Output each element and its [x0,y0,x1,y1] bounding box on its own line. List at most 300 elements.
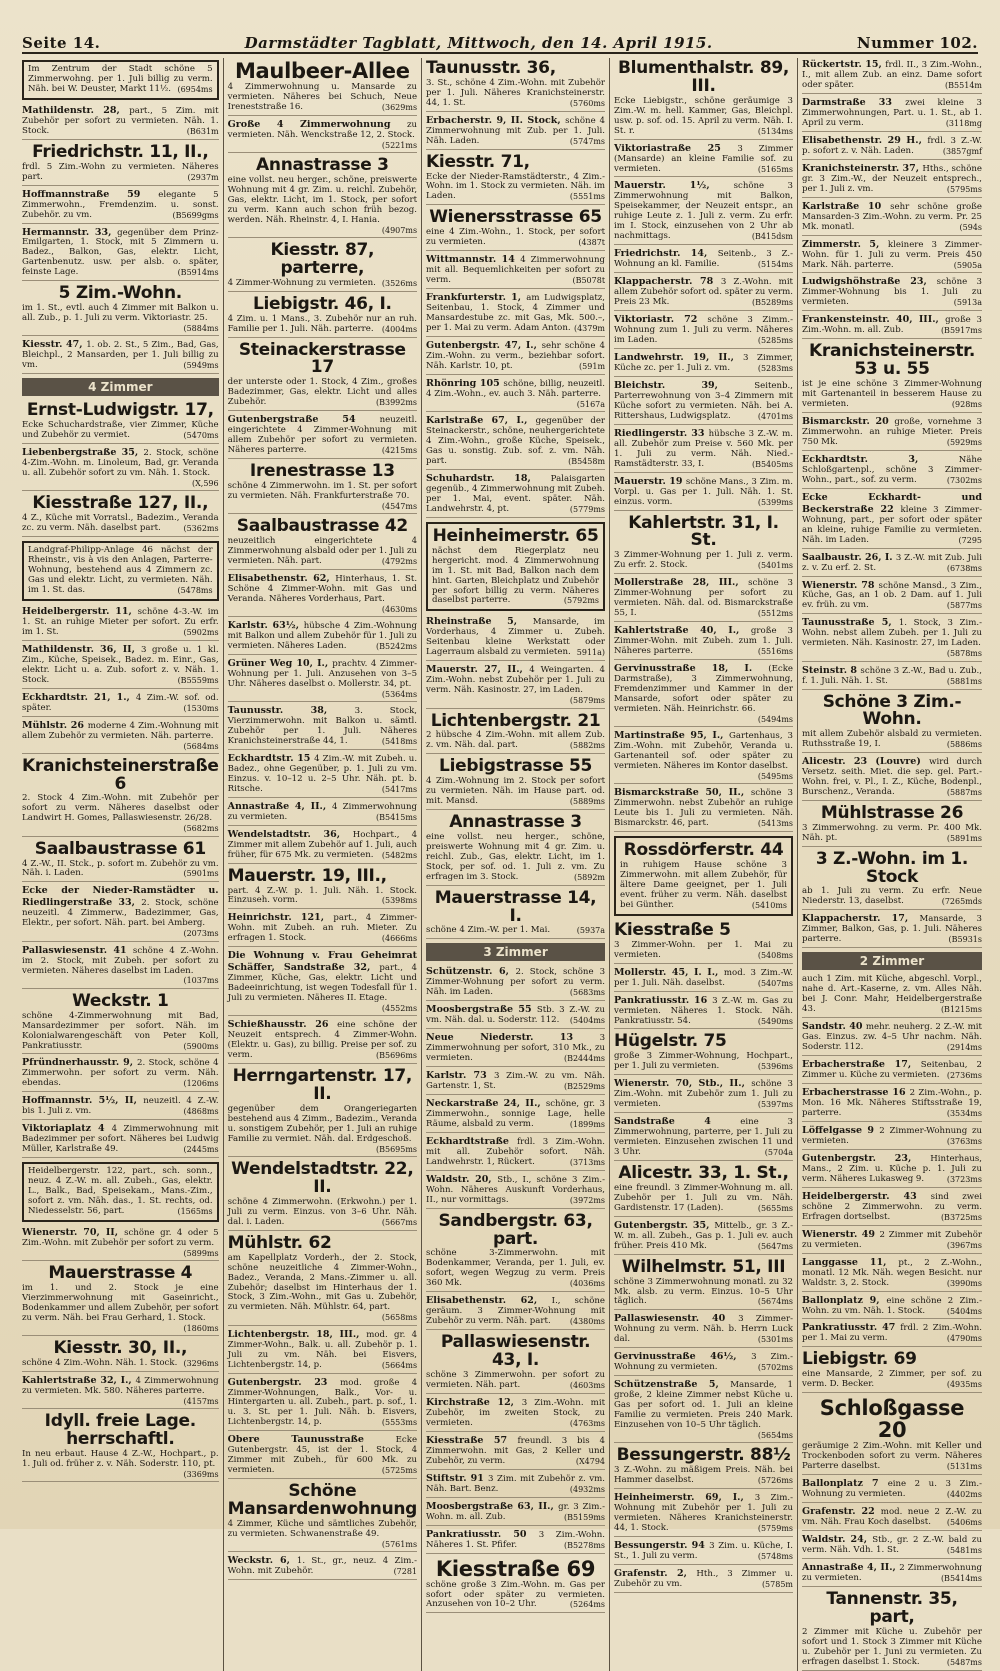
classified-ad [802,1321,982,1347]
classified-ad [614,920,793,964]
ad-text: im 1. und 2. Stock je eine Vierzimmerwohnung mit Gaseinricht., Bodenkammer und allem Zubehör, per sofort zu verm. Näh. bei Frau Gerhard, 1. Stock. [22,1283,219,1324]
ad-street: Bessungerstr. 94 [614,1540,710,1552]
ad-text: schöne 3-Zimmerwohn. mit Bodenkammer, Veranda, per 1. Juli, ev. sofort, wegen Wegzug zu verm. Preis 360 Mk. [426,1248,606,1289]
ad-code: (5482ms [381,850,418,860]
ad-text: zwei kleine 3 Zimmerwohnungen, Part. u. 1. St., ab 1. April zu verm. [802,97,982,128]
classified-ad [614,1491,793,1537]
classified-ad [426,339,605,375]
ad-text: 1. St., gr., neuz. 4 Zim.-Wohn. mit Zubehör. [227,1556,418,1577]
ad-street: Kahlertstraße 32, I., [22,1375,136,1387]
ad-street: Mathildenstr. 28, [22,104,130,116]
ad-text: kleinere 3 Zimmer-Wohn. für 1. Juli zu verm. Preis 450 Mark. Näh. parterre. [802,239,983,270]
ad-street: Waldstr. 20, [426,1173,498,1185]
classified-ad [228,1376,417,1432]
ad-street: Viktoriaplatz 4 [22,1123,112,1135]
classified-ad [426,114,605,150]
ad-code: (5779ms [569,504,606,514]
classified-ad [228,340,417,412]
ad-text: sind zwei schöne 2 Zimmerwohn. zu verm. Erfragen dortselbst. [802,1191,982,1222]
ad-street: Rheinstraße 5, [426,616,533,628]
ad-text: mit allem Zubehör alsbald zu vermieten. Ruthsstraße 19, I. [802,729,982,750]
ad-street: Gutenbergstr. 47, I., [426,339,542,351]
ad-text: Hinterhaus, Mans., 2 Zim. u. Küche p. 1. Juli zu verm. Näheres Lukasweg 9. [802,1153,982,1184]
ad-text: der unterste oder 1. Stock, 4 Zim., großes Badezimmer, Gas, elektr. Licht und alles Zubehör. [227,377,418,408]
ad-text: 3 Zimmer, Küche zc. per 1. Juli z. vm. [614,353,794,373]
ad-street: Gutenbergstraße 54 [227,414,380,426]
ad-street: Sandstr. 40 [802,1021,866,1033]
ad-code: (5905a [953,260,982,270]
classified-ad [614,351,793,377]
ad-headline: 3 Z.-Wohn. im 1. Stock [815,848,969,887]
ad-street: Sandstraße 4 [614,1116,741,1128]
classified-ad [614,513,793,575]
classified-ad [22,991,219,1055]
classified-ad [614,475,793,511]
ad-text: schöne 3 Zimmerwohnung mit Balkon, Speisekammer, der Neuzeit entspr., an ruhige Leute z. 1. Juli z. verm. Zu erfr. im I. Stock, einzusehen von 2 Uhr ab nachmittags. [614,181,794,242]
ad-street: Pallaswiesenstr. 40 [614,1313,739,1325]
classified-ad [426,1332,605,1394]
ad-headline: Annastrasse 3 [449,812,582,833]
classified-ad [228,866,417,910]
ad-headline: Taunusstr. 36, [426,58,556,78]
ad-code: (5551ms [569,192,606,202]
ad-code: (5154ms [757,260,794,270]
classified-ad [228,58,417,116]
ad-text: 3 Zimmer (Mansarde) an kleine Familie sof. zu vermieten. [614,143,794,174]
ad-text: neuzeitl. 4 Z.-W. bis 1. Juli z. vm. [22,1096,219,1117]
ad-headline: Ernst-Ludwigstr. 17, [26,400,214,421]
ad-street: Wienerstr. 70, II, [22,1227,125,1239]
ad-text: mod. neue 2 Z.-W. zu vm. Näh. Frau Koch daselbst. [802,1507,982,1528]
ad-text: schöne 3 Zimmerwohnung monatl. zu 32 Mk. alsb. zu verm. Einzus. 10–5 Uhr täglich. [614,1276,794,1307]
ad-street: Wendelstadtstr. 36, [227,828,353,840]
ad-code: (4004ms [381,324,418,334]
ad-code: (594s [959,222,982,232]
ad-code: (5667ms [381,1217,418,1227]
ad-code: (3534ms [946,1108,982,1118]
ad-street: Moosbergstraße 63, II., [426,1500,559,1512]
ad-text: 2 Zimmer mit Zubehör zu vermieten. [802,1229,983,1250]
ad-headline: Hügelstr. 75 [614,1031,727,1052]
ad-code: (5748ms [757,1552,794,1562]
classified-ad [426,1211,605,1293]
ad-headline: Mauerstrasse 14, I. [434,887,597,926]
ad-headline: Wendelstadtstr. 22, II. [231,1159,414,1197]
column-5 [798,58,986,1671]
ad-text: 4 Zimmerwohnung mit Badezimmer per sofort. Näheres bei Ludwig Müller, Karlstraße 49. [22,1124,219,1155]
ad-headline: Liebigstr. 46, I. [253,293,392,314]
ad-code: (5654ms [757,1431,794,1441]
ad-street: Saalbaustr. 26, I. [802,551,896,563]
ad-text: Ecke der Nieder-Ramstädterstr., 4 Zim.-Wohn. im 1. Stock zu vermieten. Näh. im Laden. [426,171,606,202]
classified-ad [802,616,982,661]
ad-street: Hermannstr. 33, [22,226,118,238]
classified-ad [22,400,219,444]
ad-code: (5747ms [569,136,606,146]
ad-text: 3 Z.-Wohn. mit allem Zubehör sofort od. später zu verm. Preis 23 Mk. [614,277,794,308]
ad-headline: Kiesstr. 30, II., [53,1338,188,1359]
ad-text: Nähe Schloßgartenpl., schöne 3 Zimmer-Wohn., part., sof. zu verm. [802,454,982,485]
ad-code: (591m [579,361,606,371]
ad-text: 3. St., schöne 4 Zim.-Wohn. mit Zubehör per 1. Juli. Näheres Kranichsteinerstr. 44, 1. St. [426,77,606,108]
classified-ad [22,446,219,491]
ad-code: (2914ms [946,1043,982,1053]
ad-text: 3 Zimmer-Wohnung per 1. Juli z. verm. Zu erfr. 2. Stock. [614,550,794,571]
ad-text: schöne Mansd., 3 Zim., Küche, Gas, an 1 ob. 2 Dam. auf 1. Juli ev. früh. zu vm. [802,580,982,611]
classified-ad [228,1159,417,1231]
ad-code: (5682ms [183,824,219,834]
ad-text: schöne 4-3.-W. im 1. St. an ruhige Mieter per sofort. Zu erfr. im 1. St. [22,606,219,637]
ad-code: 5911a) [576,648,606,658]
classified-ad [802,238,982,274]
ad-headline: Kahlertstr. 31, I. St. [628,512,779,551]
ad-text: mod. große 4 Zimmer-Wohnungen, Balk., Vor- u. Hintergarten u. all. Zubeh., part. p. sof., 1. u. 3. St. per 1. Juli. Näh. b. Eisvers, Lichtenbergstr. 14, p. [227,1377,418,1428]
ad-street: Hoffmannstraße 59 [22,188,159,200]
classified-ad [802,313,982,339]
classified-ad [614,994,793,1030]
ad-headline: Kiesstr. 87, parterre, [270,240,375,278]
ad-headline: Kiesstr. 71, [426,151,530,172]
ad-code: (5647ms [757,1241,794,1251]
ad-code: (B3725ms [940,1212,982,1222]
classified-ad [426,965,605,1001]
classified-ad [426,1294,605,1330]
ad-text: 3 Zim.-Wohnung mit Zubehör per 1. Juli zu vermieten. Näheres Kranichsteinerstr. 44, 1. Stock. [614,1493,794,1534]
ad-text: 4 Z., Küche mit Vorratsl., Badezim., Veranda zc. zu verm. Näh. daselbst part. [22,513,219,534]
classified-ad [802,1477,982,1503]
ad-street: Ballonplatz 9, [802,1294,887,1306]
classified-ad [228,240,417,292]
classified-ad [426,1472,605,1498]
ad-text: 2. Stock, schöne 4 Zimmerwohn. per sofort zu verm. Näh. ebendas. [22,1058,219,1089]
ad-text: Ecke Schuchardstraße, vier Zimmer, Küche und Zubehör zu vermiet. [22,420,219,441]
ad-street: Hoffmannstr. 5½, II, [22,1095,144,1107]
ad-code: (5759ms [757,1524,794,1534]
ad-code: (5487ms [946,1657,982,1667]
ad-street: Gervinusstraße 18, I. [614,663,769,675]
ad-code: (B2444ms [563,1054,606,1064]
section-banner: 4 Zimmer [22,378,219,396]
ad-text: in ruhigem Hause schöne 3 Zimmerwohn. mit allem Zubehör, für ältere Dame geeignet, per 1. Juli event. früher zu verm. Näh. daselbst bei Günther. [620,860,788,910]
ad-code: (5684ms [183,741,219,751]
ad-headline: 5 Zim.-Wohn. [58,283,182,304]
ad-code: (4379m [573,324,606,333]
classified-ad [614,576,793,622]
ad-code: (5494ms [757,714,794,724]
ad-text: 4 Weingarten. 4 Zim.-Wohn. nebst Zubehör per 1. Juli zu verm. Näh. Kasinostr. 27, im Laden. [426,665,606,696]
ad-headline: Rossdörferstr. 44 [623,840,784,861]
classified-ad [22,226,219,282]
ad-headline: Kranichsteinerstr. 53 u. 55 [808,341,976,380]
ad-code: (4935ms [946,1380,982,1390]
ad-code: (B5931s [948,935,982,945]
ad-street: Pankratiusstr. 50 [426,1528,539,1540]
ad-code: (B5514m [945,80,982,90]
ad-street: Stiftstr. 91 [426,1472,489,1484]
classified-ad [426,414,605,470]
ad-text: 3 Z.-W. m. Gas zu vermieten. Näheres 1. Stock. Näh. Pankratiusstr. 54. [614,995,794,1026]
ad-code: (4907ms [381,225,418,235]
classified-ad [228,1481,417,1552]
ad-code: (5725ms [381,1466,418,1476]
ad-text: 4 Zimmerwohnung zu vermieten. [227,801,418,822]
ad-code: (3763ms [946,1136,982,1146]
classified-ad [614,1312,793,1348]
ad-code: (5795ms [946,184,982,194]
ad-text: schöne, billig, neuzeitl. 4 Zim.-Wohn., ev. auch 3. Näh. parterre. [426,378,606,399]
ad-text: kleine 3 Zimmer-Wohnung, part., per sofort oder später an kleine, ruhige Familie zu vermieten. Näh. im Laden. [802,504,982,545]
ad-text: 4 Z.-W., II. Stck., p. sofort m. Zubehör zu vm. Näh. i. Laden. [22,858,219,879]
ad-street: Erbacherstrasse 16 [802,1087,910,1099]
ad-code: (5408ms [757,950,794,960]
ad-code: (5396ms [757,1062,794,1072]
ad-text: part., 4 Zimmer-Wohn. mit Zubeh. an ruh. Mieter. Zu erfragen 1. Stock. [227,913,418,944]
ad-street: Ecke Eckhardt- und Beckerstraße 22 [802,491,982,515]
ad-code: (3296ms [183,1359,219,1369]
ad-street: Liebenbergstraße 35, [22,447,144,459]
ad-code: (4868ms [183,1107,219,1117]
classified-ad [22,643,219,689]
classified-ad [22,541,219,601]
ad-street: Gutenbergstr. 23, [802,1152,931,1164]
ad-code: (7295 [958,535,982,545]
ad-text: 4 Zim.-W. mit Zubeh. u. Badez., ohne Gegenüber, p. 1. Juli zu vm. Einzus. v. 10–12 u. 2–5 Uhr. Näh. pt. b. Ritsche. [227,753,418,794]
ad-text: prachtv. 4 Zimmer-Wohnung per 1. Juli. Anzusehen von 3–5 Uhr. Näheres daselbst o. Mollerstr. 34, pt. [227,658,418,689]
ad-text: 4 Zim.-W. sof. od. später. [22,692,219,713]
classified-ad [802,1533,982,1559]
classified-ad [22,1094,219,1120]
ad-code: (B2529ms [563,1082,606,1092]
classified-ad [22,1056,219,1092]
ad-code: (4215ms [381,446,418,456]
classified-ad [802,1152,982,1188]
ad-headline: Alicestr. 33, 1. St., [618,1163,789,1184]
ad-code: (5470ms [183,431,219,441]
ad-code: (5417ms [381,784,418,794]
ad-code: (6738ms [946,563,982,573]
ad-code: (5879ms [569,696,606,706]
ad-code: (5407ms [757,978,794,988]
ad-text: 4 Zimmerwohnung u. Mansarde zu vermieten. Näheres bei Schuch, Neue Ireneststraße 16. [227,82,418,112]
ad-street: Zimmerstr. 5, [802,238,888,250]
ad-code: (X,596 [191,478,219,488]
ad-street: Eckhardtstr. 15 [227,752,315,764]
ad-code: (5891ms [946,833,982,843]
ad-code: (5401ms [757,561,794,571]
ad-headline: Blumenthalstr. 89, III. [617,58,790,96]
ad-code: (X4794 [575,1456,606,1466]
classified-ad [22,283,219,336]
classified-ad [22,104,219,140]
ad-code: (5283ms [757,364,794,373]
classified-ad [614,1567,793,1593]
ad-code: (5418ms [381,736,418,746]
classified-ad [228,911,417,947]
ad-text: ab 1. Juli zu verm. Zu erfr. Neue Niederstr. 13, daselbst. [802,886,982,907]
ad-text: Hths., schöne gr. 3 Zim.-W., der Neuzeit entsprech., per 1. Juli z. vm. [802,163,982,194]
ad-text: freundl. 3 bis 4 Zimmerwohn. mit Gas, 2 Keller und Zubehör, zu verm. [426,1435,606,1466]
ad-text: eine 4 Zim.-Wohn., 1. Stock, per sofort zu vermieten. [426,227,606,248]
ad-headline: Schöne Mansardenwohnung [227,1481,418,1520]
ad-code: (1530ms [183,703,219,713]
ad-street: Rhönring 105 [426,377,504,389]
ad-code: (5889ms [569,797,606,807]
ad-street: Karlstr. 73 [426,1070,494,1082]
ad-street: Bismarckstraße 50, II., [614,787,751,799]
ad-text: 3 Zimmer-Wohnung zu verm. Näh. b. Herrn Luck dal. [614,1314,794,1345]
ad-street: Elisabethenstr. 62, [426,1295,552,1307]
ad-code: (B5078t [572,276,606,286]
ad-code: (B5415ms [375,812,418,822]
ad-text: 3 Zimmerwohng. zu verm. Pr. 400 Mk. Näh. pt. [802,822,982,843]
ad-text: schöne 4 Zimmerwohn. (Erkwohn.) per 1. Juli zu verm. Einzus. von 3–6 Uhr. Näh. dal. i. Laden. [227,1196,418,1227]
ad-headline: Liebigstrasse 55 [439,756,593,777]
ad-code: (1899ms [569,1120,606,1129]
classified-ad [228,1554,417,1580]
classified-ad [22,884,219,941]
classified-ad [426,253,605,289]
ad-street: Obere Taunusstraße [227,1434,396,1446]
ad-code: (4666ms [381,934,418,944]
ad-text: I., schöne geräum. 3 Zimmer-Wohnung mit Zubehör zu verm. Näh. part. [426,1296,606,1327]
ad-text: schöne 3 Zim.-Wohn. mit Zubehör zum 1. Juli zu vermieten. [614,1079,794,1110]
ad-street: Mollerstraße 28, III., [614,577,749,589]
ad-text: Mansarde, 3 Zimmer, Balkon, Gas, p. 1. Juli. Näheres parterre. [802,914,982,945]
ad-text: Seitenb., Parterrewohnung von 3–4 Zimmern mit Küche sofort zu vermieten. Näh. bei A. Rittershaus, Ludwigsplatz. [614,380,794,421]
ad-street: Steinstr. 8 [802,664,861,676]
ad-text: 2. Stock, schöne 3 Zimmer-Wohnung per sofort zu verm. Näh. im Laden. [426,967,606,998]
classified-ad [614,1115,793,1161]
ad-street: Kranichsteinerstr. 37, [802,162,923,174]
ad-code: (5512ms [757,609,794,619]
ad-street: Heidelbergerstr. 11, [22,605,138,617]
ad-street: Klappacherstr. 78 [614,276,721,288]
classified-ad [802,1058,982,1084]
ad-text: Hinterhaus, 1. St. Schöne 4 Zimmer-Wohn. mit Gas und Veranda. Näheres Vorderhaus, Part. [227,573,418,604]
classified-ad [426,1097,605,1133]
ad-code: (5726ms [757,1476,794,1486]
ad-street: Mauerstr. 27, II., [426,664,530,676]
ad-headline: Pallaswiesenstr. 43, I. [440,1332,591,1371]
classified-ad [802,551,982,577]
classified-ad [614,624,793,660]
ad-text: frdl. 3 Zim.-Wohn. mit all. Zubehör sofort. Näh. Landwehrstr. 1, Rückert. [426,1136,606,1167]
ad-code: (5397ms [757,1100,794,1110]
ad-text: 4 Zim. u. 1 Mans., 3. Zubehör nur an ruh. Familie per 1. Juli. Näh. parterre. [227,313,418,334]
ad-street: Mauerstr. 1½, [614,180,734,192]
ad-street: Kiesstr. 47, [22,339,87,351]
ad-code: (5285ms [757,336,794,346]
ad-text: Stb., I., schöne 3 Zim.-Wohn. Näheres Auskunft Vorderhaus, II., nur vormittags. [426,1174,606,1205]
classified-ad [802,162,982,198]
ad-street: Waldstr. 24, [802,1534,873,1546]
classified-ad [426,711,605,755]
ad-code: (5404ms [569,1016,606,1026]
ad-code: (5165ms [757,164,794,174]
ad-code: (7265mds [941,897,982,907]
section-banner: 2 Zimmer [802,952,982,970]
ad-street: Grafenstr. 2, [614,1567,697,1579]
classified-ad [228,828,417,864]
ad-street: Elisabethenstr. 29 H., [802,134,928,146]
classified-ad [228,1066,417,1157]
ad-code: (B5159ms [563,1512,606,1522]
ad-code: (B5414ms [940,1573,982,1583]
ad-street: Riedlingerstr. 33 [614,427,709,439]
ad-code: (5899ms [183,1249,219,1258]
ad-code: (B5696ms [375,1051,418,1061]
classified-ad [22,1338,219,1372]
classified-ad [802,1124,982,1150]
classified-ad [22,719,219,754]
ad-code: (5877ms [946,601,982,611]
ad-code: (7302ms [946,475,982,485]
classified-ad [614,313,793,349]
ad-street: Eckhardtstr. 3, [802,453,959,465]
ad-street: Schießhausstr. 26 [227,1019,338,1031]
classified-ad [614,966,793,992]
classified-ad [22,1162,219,1222]
ad-headline: Kiesstraße 127, II., [32,493,209,514]
ad-street: Kirchstraße 12, [426,1396,522,1408]
ad-code: (5131ms [946,1462,982,1472]
ad-text: gegenüber dem Orangeriegarten bestehend aus 4 Zimm., Badezim., Veranda u. sonstigem Zubehör, per 1. Juli an ruhige Familie zu vermiet. Näh. dal. Erdgeschoß. [227,1104,418,1144]
ad-headline: Schöne 3 Zim.-Wohn. [822,691,962,730]
ad-street: Weckstr. 6, [227,1555,297,1567]
ad-street: Gutenbergstr. 35, [614,1219,715,1231]
classified-ad [614,836,793,916]
ad-text: frdl. 3 Z.-W. p. sofort z. v. Näh. Laden. [802,135,982,156]
classified-ad [426,58,605,112]
ad-text: am Kapellplatz Vorderh., der 2. Stock, schöne neuzeitliche 4 Zimmer-Wohn., Badez., Veranda, 2 Mans.-Zimmer u. all. Zubehör; daselbst im Hinterhaus der 1. Stock, 3 Zim.-Wohn., mit Gas u. Zubehör, zu vermieten. Näh. Mühlstr. 64, part. [227,1252,418,1313]
ad-street: Ludwigshöhstraße 23, [802,276,937,288]
classified-ad [228,1433,417,1479]
classified-ad [802,1256,982,1292]
ad-text: 2. Stock, schöne neuzeitl. 4 Zimmerw., Badezimmer, Gas, Elektr., per sofort. Näh. part. bei Amberg. [22,898,219,929]
ad-street: Neue Niederstr. 13 [426,1032,600,1044]
ad-code: (3857gmf [942,146,982,156]
ad-code: (5167a [576,399,606,409]
ad-text: eine vollst. neu herger., schöne, preiswerte Wohnung mit 4 gr. Zim. u. reichl. Zub., Gas, elektr. Licht, im 1. Stock, per sof. od. 1. Juli z. vm. Zu erfragen im 3. Stock. [426,831,606,882]
ad-code: (5404ms [946,1306,982,1316]
ad-code: (B5914ms [177,268,219,278]
ad-text: eine vollst. neu herger., schöne, preiswerte Wohnung mit 4 gr. Zim. u. reichl. Zubehör, Gas, elektr. Licht, im 1. Stock, per sofort zu verm. Kann auch schon früh bezog. werden. Näh. Rheinstr. 4, I. Hania. [227,175,418,225]
ad-street: Lichtenbergstr. 18, III., [227,1328,367,1340]
ad-street: Grüner Weg 10, I., [227,657,333,669]
ad-code: (4790ms [946,1334,982,1344]
ad-street: Annastraße 4, II., [802,1562,900,1574]
classified-ad [426,1500,605,1526]
classified-ad [802,755,982,801]
ad-street: Ecke der Nieder-Ramstädter u. Riedlingerstraße 33, [22,885,219,909]
ad-text: schöne 4 Zim.-Wohn. Näh. 1. Stock. [22,1358,178,1369]
ad-text: große, vornehme 3 Zimmerwohn. an ruhige Mieter. Preis 750 Mk. [802,416,982,447]
ad-code: (B3992ms [375,398,418,408]
ad-code: (5301ms [757,1335,794,1345]
ad-text: Ecke Gutenbergstr. 45, ist der 1. Stock, 4 Zimmer mit Zubeh., für 600 Mk. zu vermieten. [227,1435,418,1476]
ad-text: Im Zentrum der Stadt schöne 5 Zimmerwohng. per 1. Juli billig zu verm. Näh. bei W. Deuster, Markt 11½. [28,64,213,94]
classified-columns [18,58,986,1667]
ad-text: 3 Z.-W. mit Zub. Juli z. v. Zu erf. 2. St. [802,552,982,573]
classified-ad [802,58,982,94]
ad-code: (3990ms [946,1278,982,1288]
ad-text: 2 Zim.-Wohn., p. Mon. 16 Mk. Näheres Stiftsstraße 19, parterre. [802,1088,982,1118]
ad-text: 4 Zimmerwohnung zu vermieten. Mk. 580. Näheres parterre. [22,1376,219,1397]
classified-ad [426,756,605,810]
classified-ad [426,615,605,661]
classified-ad [426,1396,605,1432]
ad-street: Mathildenstr. 36, II, [22,643,141,655]
